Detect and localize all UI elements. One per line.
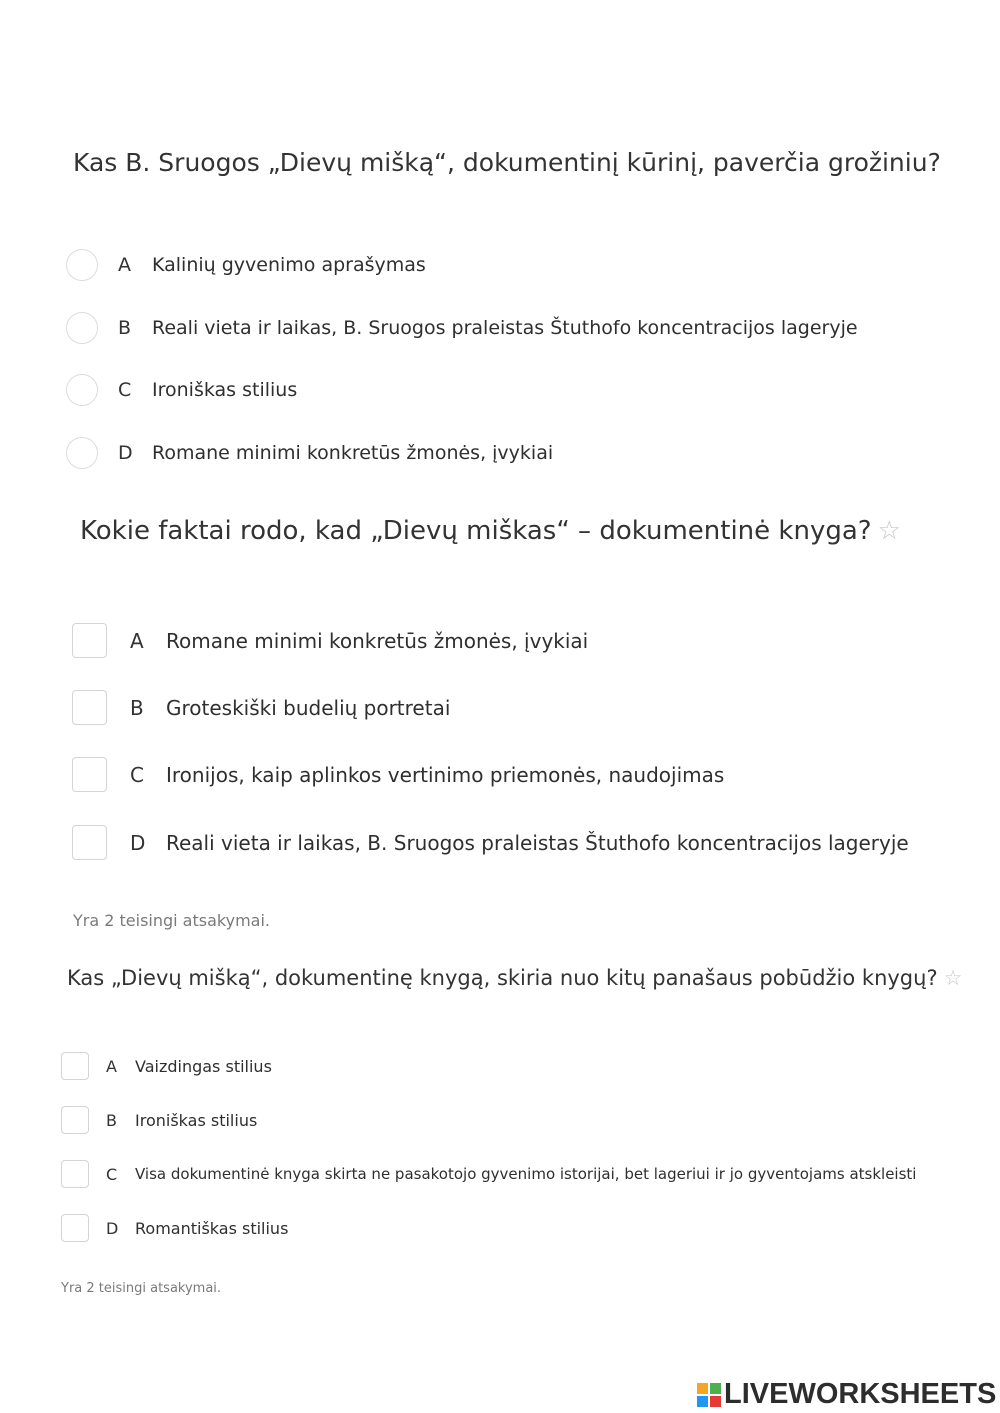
option-letter: A [118, 254, 131, 276]
option-text: Ironiškas stilius [152, 379, 298, 401]
option-letter: B [118, 317, 132, 339]
q1-option-c[interactable] [66, 374, 297, 406]
liveworksheets-logo [697, 1378, 996, 1411]
checkbox[interactable] [61, 1106, 89, 1134]
option-text: Romane minimi konkretūs žmonės, įvykiai [166, 628, 589, 653]
option-letter: D [118, 442, 133, 464]
radio-button[interactable] [66, 374, 98, 406]
checkbox[interactable] [61, 1214, 89, 1242]
option-letter: C [130, 762, 144, 787]
checkbox[interactable] [72, 825, 107, 860]
option-letter: C [118, 379, 132, 401]
question-1-title: Kas B. Sruogos „Dievų mišką“, dokumentinį kūrinį, paverčia grožiniu? [73, 148, 941, 177]
question-3-title-text: Kas „Dievų mišką“, dokumentinę knygą, skiria nuo kitų panašaus pobūdžio knygų? [67, 966, 938, 990]
answer-count-note: Yra 2 teisingi atsakymai. [73, 911, 270, 930]
question-2-title [80, 516, 901, 546]
logo-text: LIVEWORKSHEETS [724, 1378, 997, 1410]
q3-option-a[interactable] [61, 1052, 272, 1080]
checkbox[interactable] [72, 690, 107, 725]
option-text: Reali vieta ir laikas, B. Sruogos praleistas Štuthofo koncentracijos lageryje [152, 317, 858, 339]
option-letter: D [106, 1218, 119, 1238]
option-text: Romantiškas stilius [135, 1218, 289, 1238]
logo-square-icon [710, 1383, 721, 1394]
q2-option-b[interactable] [72, 690, 450, 725]
option-text: Ironijos, kaip aplinkos vertinimo priemonės, naudojimas [166, 762, 725, 787]
option-letter: C [106, 1164, 118, 1184]
checkbox[interactable] [61, 1160, 89, 1188]
option-text: Kalinių gyvenimo aprašymas [152, 254, 426, 276]
logo-square-icon [710, 1396, 721, 1407]
question-2-title-text: Kokie faktai rodo, kad „Dievų miškas“ – dokumentinė knyga? [80, 516, 872, 546]
q2-option-a[interactable] [72, 623, 588, 658]
checkbox[interactable] [61, 1052, 89, 1080]
option-letter: A [130, 628, 144, 653]
logo-grid-icon [697, 1383, 721, 1407]
logo-square-icon [697, 1396, 708, 1407]
star-icon[interactable]: ☆ [877, 516, 901, 546]
q2-option-d[interactable] [72, 825, 909, 860]
q1-option-b[interactable] [66, 312, 858, 344]
question-3-title [67, 966, 962, 990]
radio-button[interactable] [66, 437, 98, 469]
radio-button[interactable] [66, 312, 98, 344]
checkbox[interactable] [72, 623, 107, 658]
radio-button[interactable] [66, 249, 98, 281]
q3-option-c[interactable] [61, 1160, 916, 1188]
checkbox[interactable] [72, 757, 107, 792]
logo-square-icon [697, 1383, 708, 1394]
option-letter: B [130, 695, 144, 720]
option-letter: B [106, 1110, 117, 1130]
q1-option-d[interactable] [66, 437, 553, 469]
option-text: Vaizdingas stilius [135, 1056, 272, 1076]
answer-count-note: Yra 2 teisingi atsakymai. [61, 1281, 222, 1296]
q3-option-d[interactable] [61, 1214, 288, 1242]
option-text: Visa dokumentinė knyga skirta ne pasakotojo gyvenimo istorijai, bet lageriui ir jo gyventojams atskleisti [135, 1165, 917, 1183]
option-letter: A [106, 1056, 117, 1076]
star-icon[interactable]: ☆ [943, 966, 963, 990]
option-text: Ironiškas stilius [135, 1110, 258, 1130]
q1-option-a[interactable] [66, 249, 426, 281]
option-text: Groteskiški budelių portretai [166, 695, 451, 720]
option-text: Romane minimi konkretūs žmonės, įvykiai [152, 442, 554, 464]
q2-option-c[interactable] [72, 757, 724, 792]
option-letter: D [130, 830, 146, 855]
q3-option-b[interactable] [61, 1106, 257, 1134]
option-text: Reali vieta ir laikas, B. Sruogos praleistas Štuthofo koncentracijos lageryje [166, 830, 909, 855]
